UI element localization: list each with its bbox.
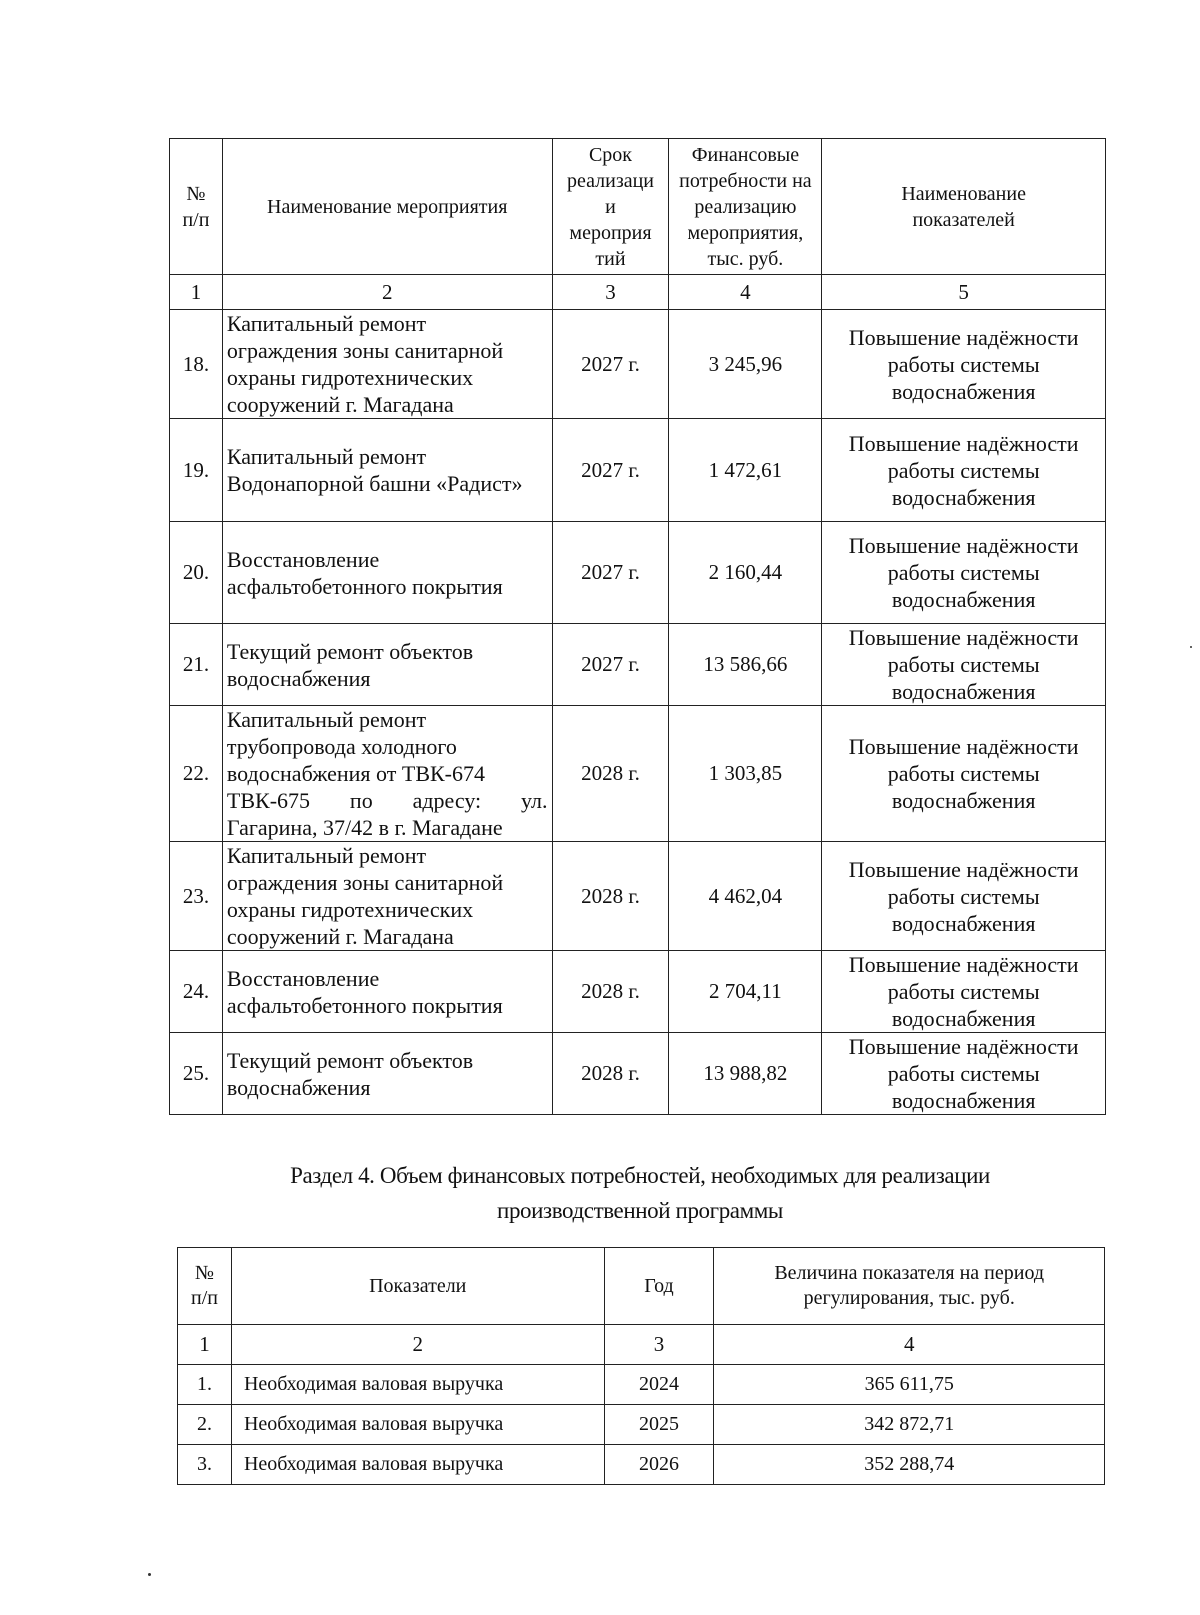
column-number: 4	[669, 275, 822, 310]
row-number: 2.	[178, 1405, 232, 1445]
row-number: 25.	[170, 1033, 223, 1115]
header-row	[170, 139, 1106, 275]
measure-name: Капитальный ремонт ограждения зоны санитарной охраны гидротехнических сооружений г. Магадана	[222, 310, 552, 419]
year: 2024	[604, 1365, 714, 1405]
indicator-name: Повышение надёжности работы системы водоснабжения	[822, 419, 1106, 522]
financial-needs-table-body	[178, 1248, 1105, 1485]
indicator-value: 352 288,74	[714, 1445, 1105, 1485]
table-row	[170, 310, 1106, 419]
table-row	[170, 842, 1106, 951]
measure-name: Текущий ремонт объектов водоснабжения	[222, 624, 552, 706]
column-number: 5	[822, 275, 1106, 310]
realization-year: 2027 г.	[552, 522, 669, 624]
measure-name: Восстановление асфальтобетонного покрытия	[222, 951, 552, 1033]
table-row	[170, 1033, 1106, 1115]
row-number: 3.	[178, 1445, 232, 1485]
table-row	[170, 706, 1106, 842]
measures-table	[169, 138, 1106, 1115]
measure-name: Капитальный ремонт Водонапорной башни «Радист»	[222, 419, 552, 522]
scan-speck	[1190, 646, 1192, 648]
indicator-name: Необходимая валовая выручка	[231, 1445, 604, 1485]
column-number-row	[178, 1325, 1105, 1365]
column-number-row	[170, 275, 1106, 310]
table-row	[178, 1405, 1105, 1445]
col-header-number: № п/п	[178, 1248, 232, 1325]
realization-year: 2028 г.	[552, 951, 669, 1033]
indicator-name: Повышение надёжности работы системы водоснабжения	[822, 310, 1106, 419]
indicator-name: Повышение надёжности работы системы водоснабжения	[822, 624, 1106, 706]
financial-amount: 1 472,61	[669, 419, 822, 522]
col-header-number: № п/п	[170, 139, 223, 275]
indicator-name: Необходимая валовая выручка	[231, 1405, 604, 1445]
measure-name: Капитальный ремонт трубопровода холодного водоснабжения от ТВК-674 ТВК-675 по адресу: ул. Гагарина, 37/42 в г. Магадане	[222, 706, 552, 842]
col-header-indicators: Наименование показателей	[822, 139, 1106, 275]
financial-needs-table	[177, 1247, 1105, 1485]
realization-year: 2028 г.	[552, 1033, 669, 1115]
measure-name: Восстановление асфальтобетонного покрытия	[222, 522, 552, 624]
indicator-value: 365 611,75	[714, 1365, 1105, 1405]
column-number: 2	[222, 275, 552, 310]
header-row	[178, 1248, 1105, 1325]
financial-amount: 13 586,66	[669, 624, 822, 706]
col-header-indicators: Показатели	[231, 1248, 604, 1325]
column-number: 4	[714, 1325, 1105, 1365]
row-number: 24.	[170, 951, 223, 1033]
realization-year: 2027 г.	[552, 310, 669, 419]
row-number: 21.	[170, 624, 223, 706]
table-row	[178, 1445, 1105, 1485]
row-number: 22.	[170, 706, 223, 842]
row-number: 18.	[170, 310, 223, 419]
financial-amount: 4 462,04	[669, 842, 822, 951]
table-row	[170, 624, 1106, 706]
indicator-name: Повышение надёжности работы системы водоснабжения	[822, 1033, 1106, 1115]
column-number: 3	[604, 1325, 714, 1365]
column-number: 2	[231, 1325, 604, 1365]
financial-amount: 13 988,82	[669, 1033, 822, 1115]
financial-amount: 1 303,85	[669, 706, 822, 842]
column-number: 1	[178, 1325, 232, 1365]
realization-year: 2028 г.	[552, 842, 669, 951]
column-number: 1	[170, 275, 223, 310]
indicator-name: Повышение надёжности работы системы водоснабжения	[822, 842, 1106, 951]
indicator-name: Повышение надёжности работы системы водоснабжения	[822, 522, 1106, 624]
financial-amount: 3 245,96	[669, 310, 822, 419]
row-number: 19.	[170, 419, 223, 522]
table-row	[178, 1365, 1105, 1405]
row-number: 23.	[170, 842, 223, 951]
col-header-value: Величина показателя на период регулирования, тыс. руб.	[714, 1248, 1105, 1325]
col-header-financial-needs: Финансовые потребности на реализацию мероприятия, тыс. руб.	[669, 139, 822, 275]
column-number: 3	[552, 275, 669, 310]
col-header-year: Год	[604, 1248, 714, 1325]
row-number: 20.	[170, 522, 223, 624]
section-4-title: Раздел 4. Объем финансовых потребностей, необходимых для реализации производственной программы	[290, 1163, 990, 1223]
row-number: 1.	[178, 1365, 232, 1405]
realization-year: 2028 г.	[552, 706, 669, 842]
realization-year: 2027 г.	[552, 624, 669, 706]
indicator-name: Повышение надёжности работы системы водоснабжения	[822, 951, 1106, 1033]
indicator-value: 342 872,71	[714, 1405, 1105, 1445]
table-row	[170, 419, 1106, 522]
indicator-name: Необходимая валовая выручка	[231, 1365, 604, 1405]
financial-amount: 2 160,44	[669, 522, 822, 624]
measures-table-body	[170, 139, 1106, 1115]
col-header-term: Срок реализаци и мероприя тий	[552, 139, 669, 275]
realization-year: 2027 г.	[552, 419, 669, 522]
year: 2025	[604, 1405, 714, 1445]
financial-amount: 2 704,11	[669, 951, 822, 1033]
measure-name: Текущий ремонт объектов водоснабжения	[222, 1033, 552, 1115]
year: 2026	[604, 1445, 714, 1485]
indicator-name: Повышение надёжности работы системы водоснабжения	[822, 706, 1106, 842]
table-row	[170, 951, 1106, 1033]
col-header-measure-name: Наименование мероприятия	[222, 139, 552, 275]
measure-name: Капитальный ремонт ограждения зоны санитарной охраны гидротехнических сооружений г. Магадана	[222, 842, 552, 951]
scan-speck	[148, 1573, 151, 1576]
table-row	[170, 522, 1106, 624]
